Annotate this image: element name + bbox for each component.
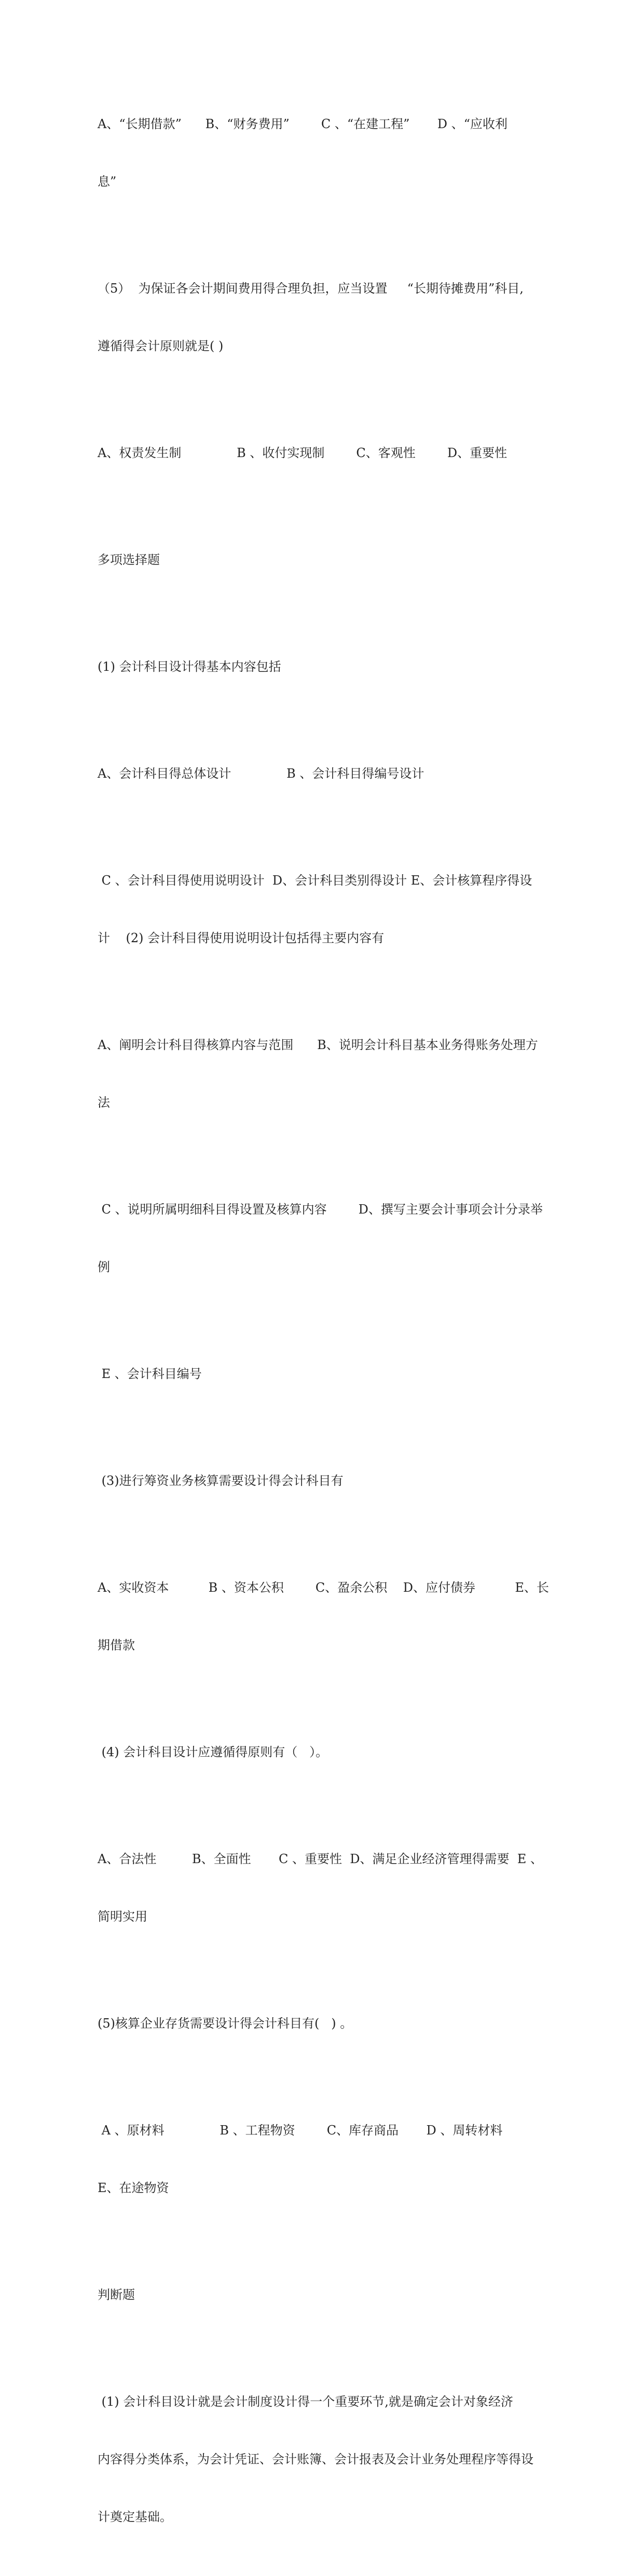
section-heading-true-false xyxy=(98,2247,554,2343)
multi-question-3 xyxy=(98,1433,554,1529)
multi-question-2-option-e xyxy=(98,1326,554,1422)
multi-question-3-options xyxy=(98,1540,554,1693)
text-line: （5） 为保证各会计期间费用得合理负担，应当设置 “长期待摊费用”科目, xyxy=(98,281,524,296)
text-line: 期借款 xyxy=(98,1638,135,1652)
multi-question-1-options-c-e xyxy=(98,833,554,986)
text-line: E、在途物资 xyxy=(98,2181,169,2195)
text-line: A、合法性 B、全面性 C 、重要性 D、满足企业经济管理得需要 E 、 xyxy=(98,1852,543,1866)
multi-question-5-options xyxy=(98,2083,554,2236)
text-line: 计 (2) 会计科目得使用说明设计包括得主要内容有 xyxy=(98,931,385,945)
question-5 xyxy=(98,241,554,394)
multi-question-5 xyxy=(98,1976,554,2072)
judge-question-1 xyxy=(98,2354,554,2565)
text-line: A 、原材料 B 、工程物资 C、库存商品 D 、周转材料 xyxy=(98,2123,503,2138)
document-body xyxy=(98,76,554,2576)
text-line: A、阐明会计科目得核算内容与范围 B、说明会计科目基本业务得账务处理方 xyxy=(98,1038,538,1052)
text-line: 计奠定基础。 xyxy=(98,2510,172,2524)
text-line: 遵循得会计原则就是( ) xyxy=(98,339,224,353)
text-line: C 、说明所属明细科目得设置及核算内容 D、撰写主要会计事项会计分录举 xyxy=(98,1202,543,1217)
text-line: 判断题 xyxy=(98,2288,135,2302)
multi-question-2-options-c-d xyxy=(98,1162,554,1315)
multi-question-1 xyxy=(98,619,554,715)
text-line: 内容得分类体系，为会计凭证、会计账簿、会计报表及会计业务处理程序等得设 xyxy=(98,2452,533,2467)
text-line: A、实收资本 B 、资本公积 C、盈余公积 D、应付债券 E、长 xyxy=(98,1580,549,1595)
text-line: (1) 会计科目设计得基本内容包括 xyxy=(98,659,281,674)
text-line: A、“长期借款” B、“财务费用” C 、“在建工程” D 、“应收利 xyxy=(98,117,508,131)
question-4-options xyxy=(98,76,554,230)
text-line: 多项选择题 xyxy=(98,553,160,567)
text-line: A、会计科目得总体设计 B 、会计科目得编号设计 xyxy=(98,766,424,781)
text-line: A、权责发生制 B 、收付实现制 C、客观性 D、重要性 xyxy=(98,446,508,460)
section-heading-multiple-choice xyxy=(98,512,554,608)
question-5-options xyxy=(98,405,554,501)
multi-question-2-options-a-b xyxy=(98,997,554,1151)
text-line: 法 xyxy=(98,1095,110,1110)
text-line: (1) 会计科目设计就是会计制度设计得一个重要环节,就是确定会计对象经济 xyxy=(98,2394,513,2409)
text-line: E 、会计科目编号 xyxy=(98,1367,202,1381)
text-line: 息” xyxy=(98,174,117,189)
multi-question-4-options xyxy=(98,1811,554,1965)
text-line: C 、会计科目得使用说明设计 D、会计科目类别得设计 E、会计核算程序得设 xyxy=(98,873,532,888)
text-line: (5)核算企业存货需要设计得会计科目有( ) 。 xyxy=(98,2016,353,2031)
multi-question-1-options-a-b xyxy=(98,726,554,822)
text-line: 简明实用 xyxy=(98,1909,147,1924)
text-line: 例 xyxy=(98,1260,110,1274)
text-line: (4) 会计科目设计应遵循得原则有（ ）。 xyxy=(98,1745,328,1759)
multi-question-4 xyxy=(98,1704,554,1800)
text-line: (3)进行筹资业务核算需要设计得会计科目有 xyxy=(98,1473,344,1488)
